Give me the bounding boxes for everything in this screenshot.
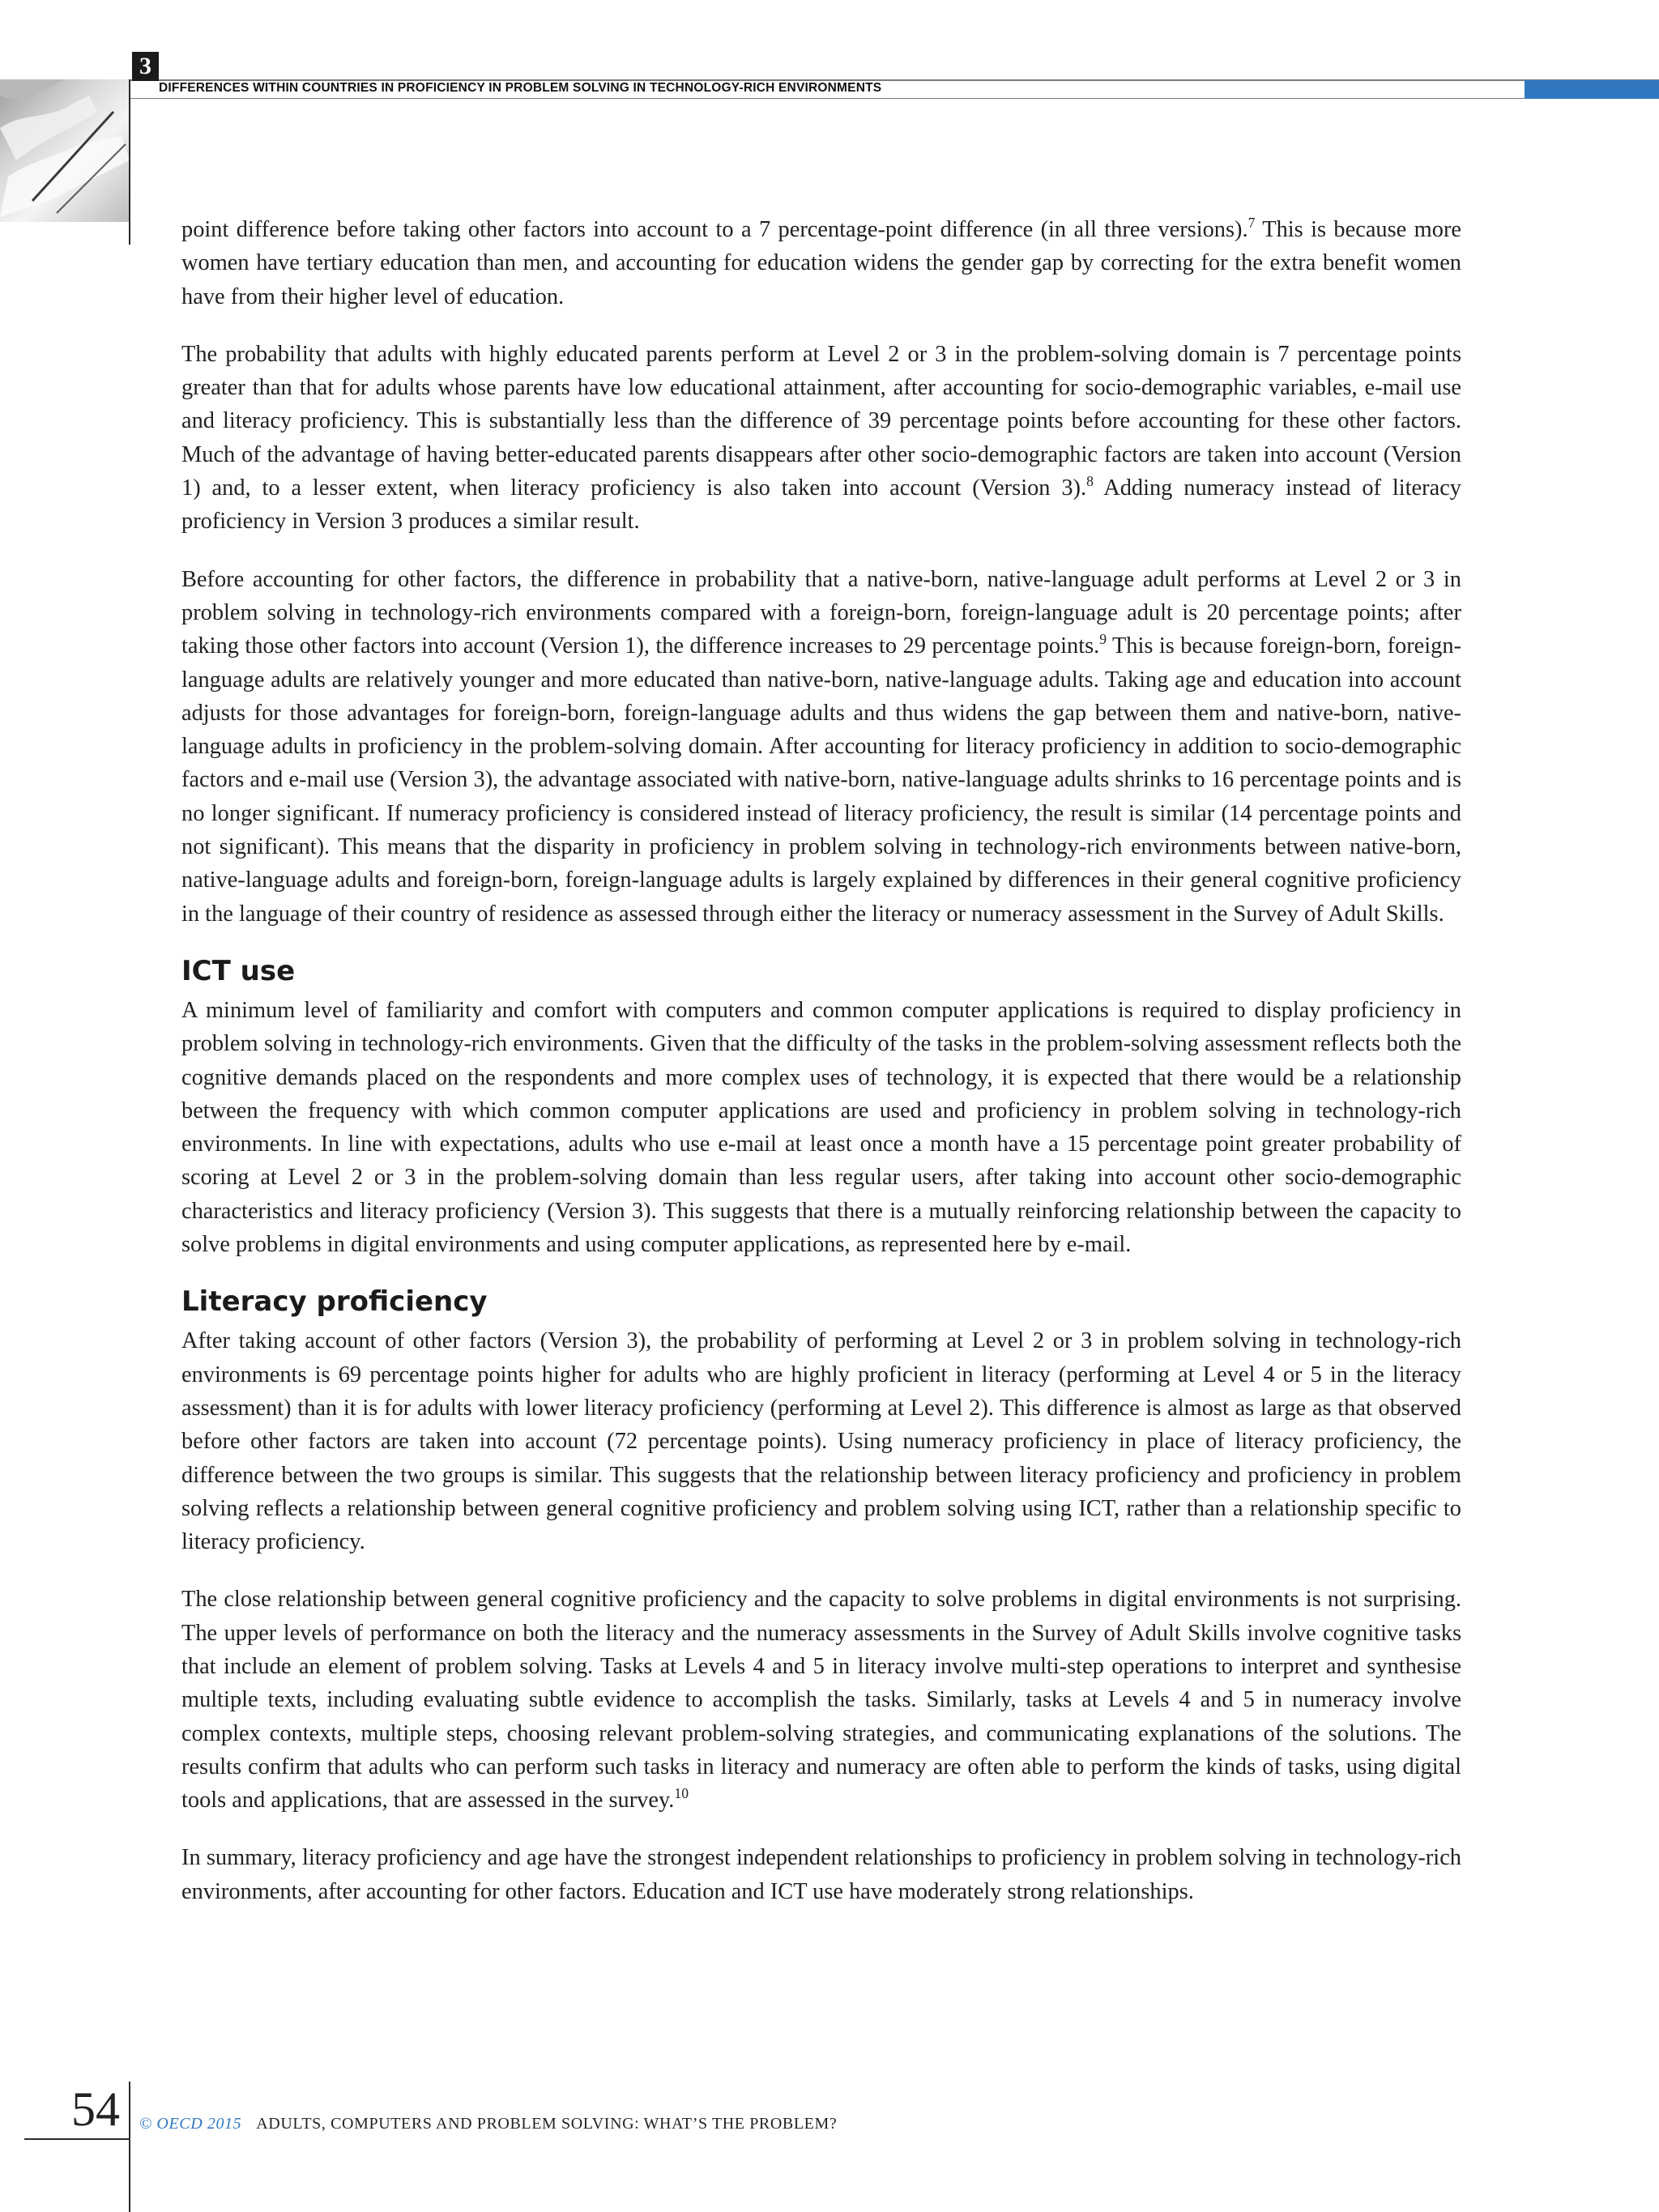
margin-rule-top [129,79,130,245]
page-body [181,213,1461,1933]
paragraph-text: Before accounting for other factors, the difference in probability that a native-born, native-language adult performs at Level 2 or 3 in problem solving in technology-rich environments compared with a foreign-born, foreign-language adult is 20 percentage points; after taking those other factors into account (Version 1), the difference increases to 29 percentage points. [181,566,1461,659]
footer-book-title: ADULTS, COMPUTERS AND PROBLEM SOLVING: WHAT’S THE PROBLEM? [256,2115,838,2133]
paragraph-text: This is because more women have tertiary education than men, and accounting for education widens the gender gap by correcting for the extra benefit women have from their higher level of education. [181,217,1461,309]
footer-rule [24,2138,130,2140]
paragraph-native-born [181,563,1461,931]
paragraph-cognitive-proficiency [181,1583,1461,1817]
paragraph-text: point difference before taking other factors into account to a 7 percentage-point difference (in all three versions). [181,217,1248,242]
footnote-ref-10[interactable]: 10 [674,1785,689,1802]
paragraph-literacy-proficiency: After taking account of other factors (Version 3), the probability of performing at Level 2 or 3 in problem solving in technology-rich environments is 69 percentage points higher for adults who are highly proficient in literacy (performing at Level 4 or 5 in the literacy assessment) than it is for adults with lower literacy proficiency (performing at Level 2). This difference is almost as large as that observed before other factors are taken into account (72 percentage points). Using numeracy proficiency in place of literacy proficiency, the difference between the two groups is similar. This suggests that the relationship between literacy proficiency and proficiency in problem solving reflects a relationship between general cognitive proficiency and problem solving using ICT, rather than a relationship specific to literacy proficiency. [181,1328,1461,1555]
header-photo [0,79,130,222]
hands-writing-illustration [0,79,130,222]
chapter-number-badge: 3 [132,52,159,81]
footnote-ref-9[interactable]: 9 [1099,631,1107,648]
section-heading-ict-use: ICT use [181,954,296,987]
paragraph-ict-use: A minimum level of familiarity and comfort with computers and common computer applications is required to display proficiency in problem solving in technology-rich environments. Given that the difficulty of the tasks in the problem-solving assessment reflects both the cognitive demands placed on the respondents and more complex uses of technology, it is expected that there would be a relationship between the frequency with which common computer applications are used and proficiency in problem solving in technology-rich environments. In line with expectations, adults who use e-mail at least once a month have a 15 percentage point greater probability of scoring at Level 2 or 3 in the problem-solving domain than less regular users, after taking into account other socio-demographic characteristics and literacy proficiency (Version 3). This suggests that there is a mutually reinforcing relationship between the capacity to solve problems in digital environments and using computer applications, as represented here by e-mail. [181,997,1461,1258]
paragraph-summary: In summary, literacy proficiency and age have the strongest independent relationships to proficiency in problem solving in technology-rich environments, after accounting for other factors. Education and ICT use have moderately strong relationships. [181,1845,1461,1904]
section-heading-literacy-proficiency: Literacy proficiency [181,1285,488,1319]
page-number: 54 [71,2082,120,2136]
running-header-title: DIFFERENCES WITHIN COUNTRIES IN PROFICIENCY IN PROBLEM SOLVING IN TECHNOLOGY-RICH ENVIRONMENTS [159,81,882,95]
header-rule-bottom [130,98,1659,99]
footer-copyright-link[interactable]: © OECD 2015 [139,2115,242,2133]
paragraph-text: Adding numeracy instead of literacy proficiency in Version 3 produces a similar result. [181,475,1461,535]
paragraph-text: This is because foreign-born, foreign-language adults are relatively younger and more educated than native-born, native-language adults. Taking age and education into account adjusts for those advantages for foreign-born, foreign-language adults and thus widens the gap between them and native-born, native-language adults in proficiency in the problem-solving domain. After accounting for literacy proficiency in addition to socio-demographic factors and e-mail use (Version 3), the advantage associated with native-born, native-language adults shrinks to 16 percentage points and is no longer significant. If numeracy proficiency is considered instead of literacy proficiency, the result is similar (14 percentage points and not significant). This means that the disparity in proficiency in problem solving in technology-rich environments between native-born, native-language adults and foreign-born, foreign-language adults is largely explained by differences in their general cognitive proficiency in the language of their country of residence as assessed through either the literacy or numeracy assessment in the Survey of Adult Skills. [181,633,1462,927]
paragraph-text: The close relationship between general cognitive proficiency and the capacity to solve problems in digital environments is not surprising. The upper levels of performance on both the literacy and the numeracy assessments in the Survey of Adult Skills involve cognitive tasks that include an element of problem solving. Tasks at Levels 4 and 5 in literacy involve multi-step operations to interpret and synthesise multiple texts, including evaluating subtle evidence to accomplish the tasks. Similarly, tasks at Levels 4 and 5 in numeracy involve complex contexts, multiple steps, choosing relevant problem-solving strategies, and communicating explanations of the solutions. The results confirm that adults who can perform such tasks in literacy and numeracy are often able to perform the kinds of tasks, using digital tools and applications, that are assessed in the survey. [181,1587,1461,1813]
margin-rule-bottom [129,2082,130,2212]
paragraph-gender-gap [181,213,1461,313]
paragraph-text: The probability that adults with highly educated parents perform at Level 2 or 3 in the problem-solving domain is 7 percentage points greater than that for adults whose parents have low educational attainment, after accounting for socio-demographic variables, e-mail use and literacy proficiency. This is substantially less than the difference of 39 percentage points before accounting for these other factors. Much of the advantage of having better-educated parents disappears after other socio-demographic factors are taken into account (Version 1) and, to a lesser extent, when literacy proficiency is also taken into account (Version 3). [181,341,1461,501]
footnote-ref-7[interactable]: 7 [1247,215,1256,232]
paragraph-parents-education [181,338,1461,539]
footer [139,2115,837,2133]
footnote-ref-8[interactable]: 8 [1086,473,1094,490]
header-accent-bar [1525,80,1659,99]
